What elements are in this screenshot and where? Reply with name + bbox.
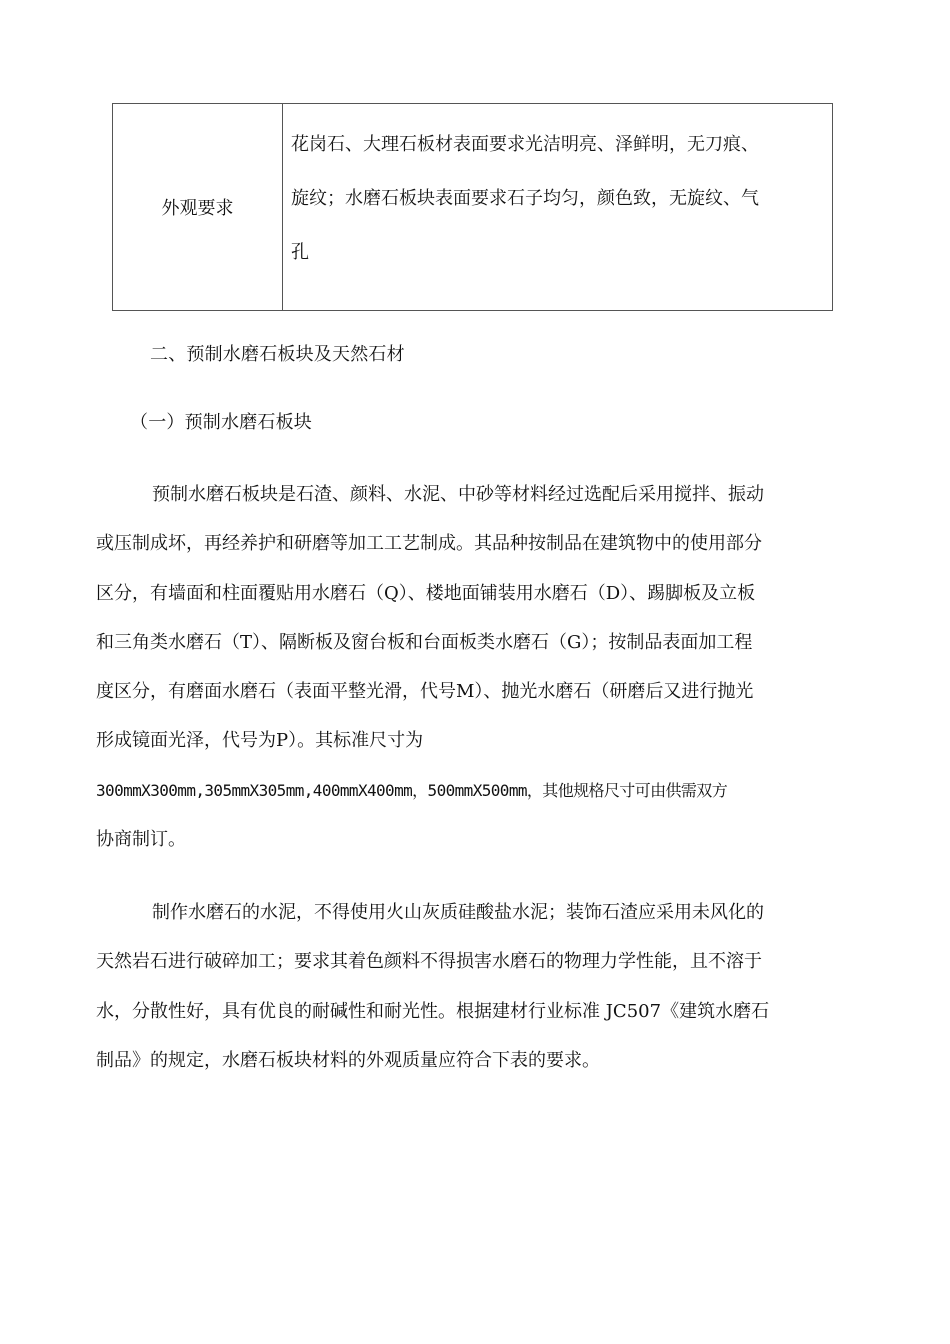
subsection-heading: （一）预制水磨石板块: [130, 412, 312, 433]
table-value-line: 旋纹；水磨石板块表面要求石子均匀，颜色致，无旋纹、气: [291, 188, 759, 209]
paragraph-line: 制品》的规定，水磨石板块材料的外观质量应符合下表的要求。: [96, 1049, 600, 1071]
paragraph-line: 和三角类水磨石（T）、隔断板及窗台板和台面板类水磨石（G）；按制品表面加工程: [96, 631, 753, 653]
paragraph-line: 300mmX300mm,305mmX305mm,400mmX400mm，500mmX500mm，其他规格尺寸可由供需双方: [96, 780, 728, 800]
paragraph-materials: [96, 888, 848, 1085]
section-heading: 二、预制水磨石板块及天然石材: [150, 344, 405, 365]
table-value-cell: [283, 96, 832, 310]
paragraph-line: 制作水磨石的水泥，不得使用火山灰质硅酸盐水泥；装饰石渣应采用未风化的: [152, 902, 764, 923]
table-value-line: 花岗石、大理石板材表面要求光洁明亮、泽鲜明，无刀痕、: [291, 134, 759, 155]
table-label-cell: [113, 104, 283, 310]
paragraph-line: 协商制订。: [96, 829, 186, 851]
paragraph-line: 水，分散性好，具有优良的耐碱性和耐光性。根据建材行业标准 JC507《建筑水磨石: [96, 1000, 770, 1022]
appearance-requirement-table: [112, 103, 833, 311]
table-value-line: 孔: [291, 242, 309, 263]
paragraph-line: 预制水磨石板块是石渣、颜料、水泥、中砂等材料经过选配后采用搅拌、振动: [152, 484, 764, 505]
table-label: 外观要求: [161, 198, 234, 219]
paragraph-line: 度区分，有磨面水磨石（表面平整光滑，代号M）、抛光水磨石（研磨后又进行抛光: [96, 681, 754, 703]
paragraph-line: 或压制成坏，再经养护和研磨等加工工艺制成。其品种按制品在建筑物中的使用部分: [96, 533, 762, 555]
paragraph-precast-terrazzo: [96, 470, 848, 864]
paragraph-line: 天然岩石进行破碎加工；要求其着色颜料不得损害水磨石的物理力学性能，且不溶于: [96, 951, 762, 973]
paragraph-line: 区分，有墙面和柱面覆贴用水磨石（Q）、楼地面铺装用水磨石（D）、踢脚板及立板: [96, 582, 756, 604]
paragraph-line: 形成镜面光泽，代号为P）。其标准尺寸为: [96, 730, 424, 752]
